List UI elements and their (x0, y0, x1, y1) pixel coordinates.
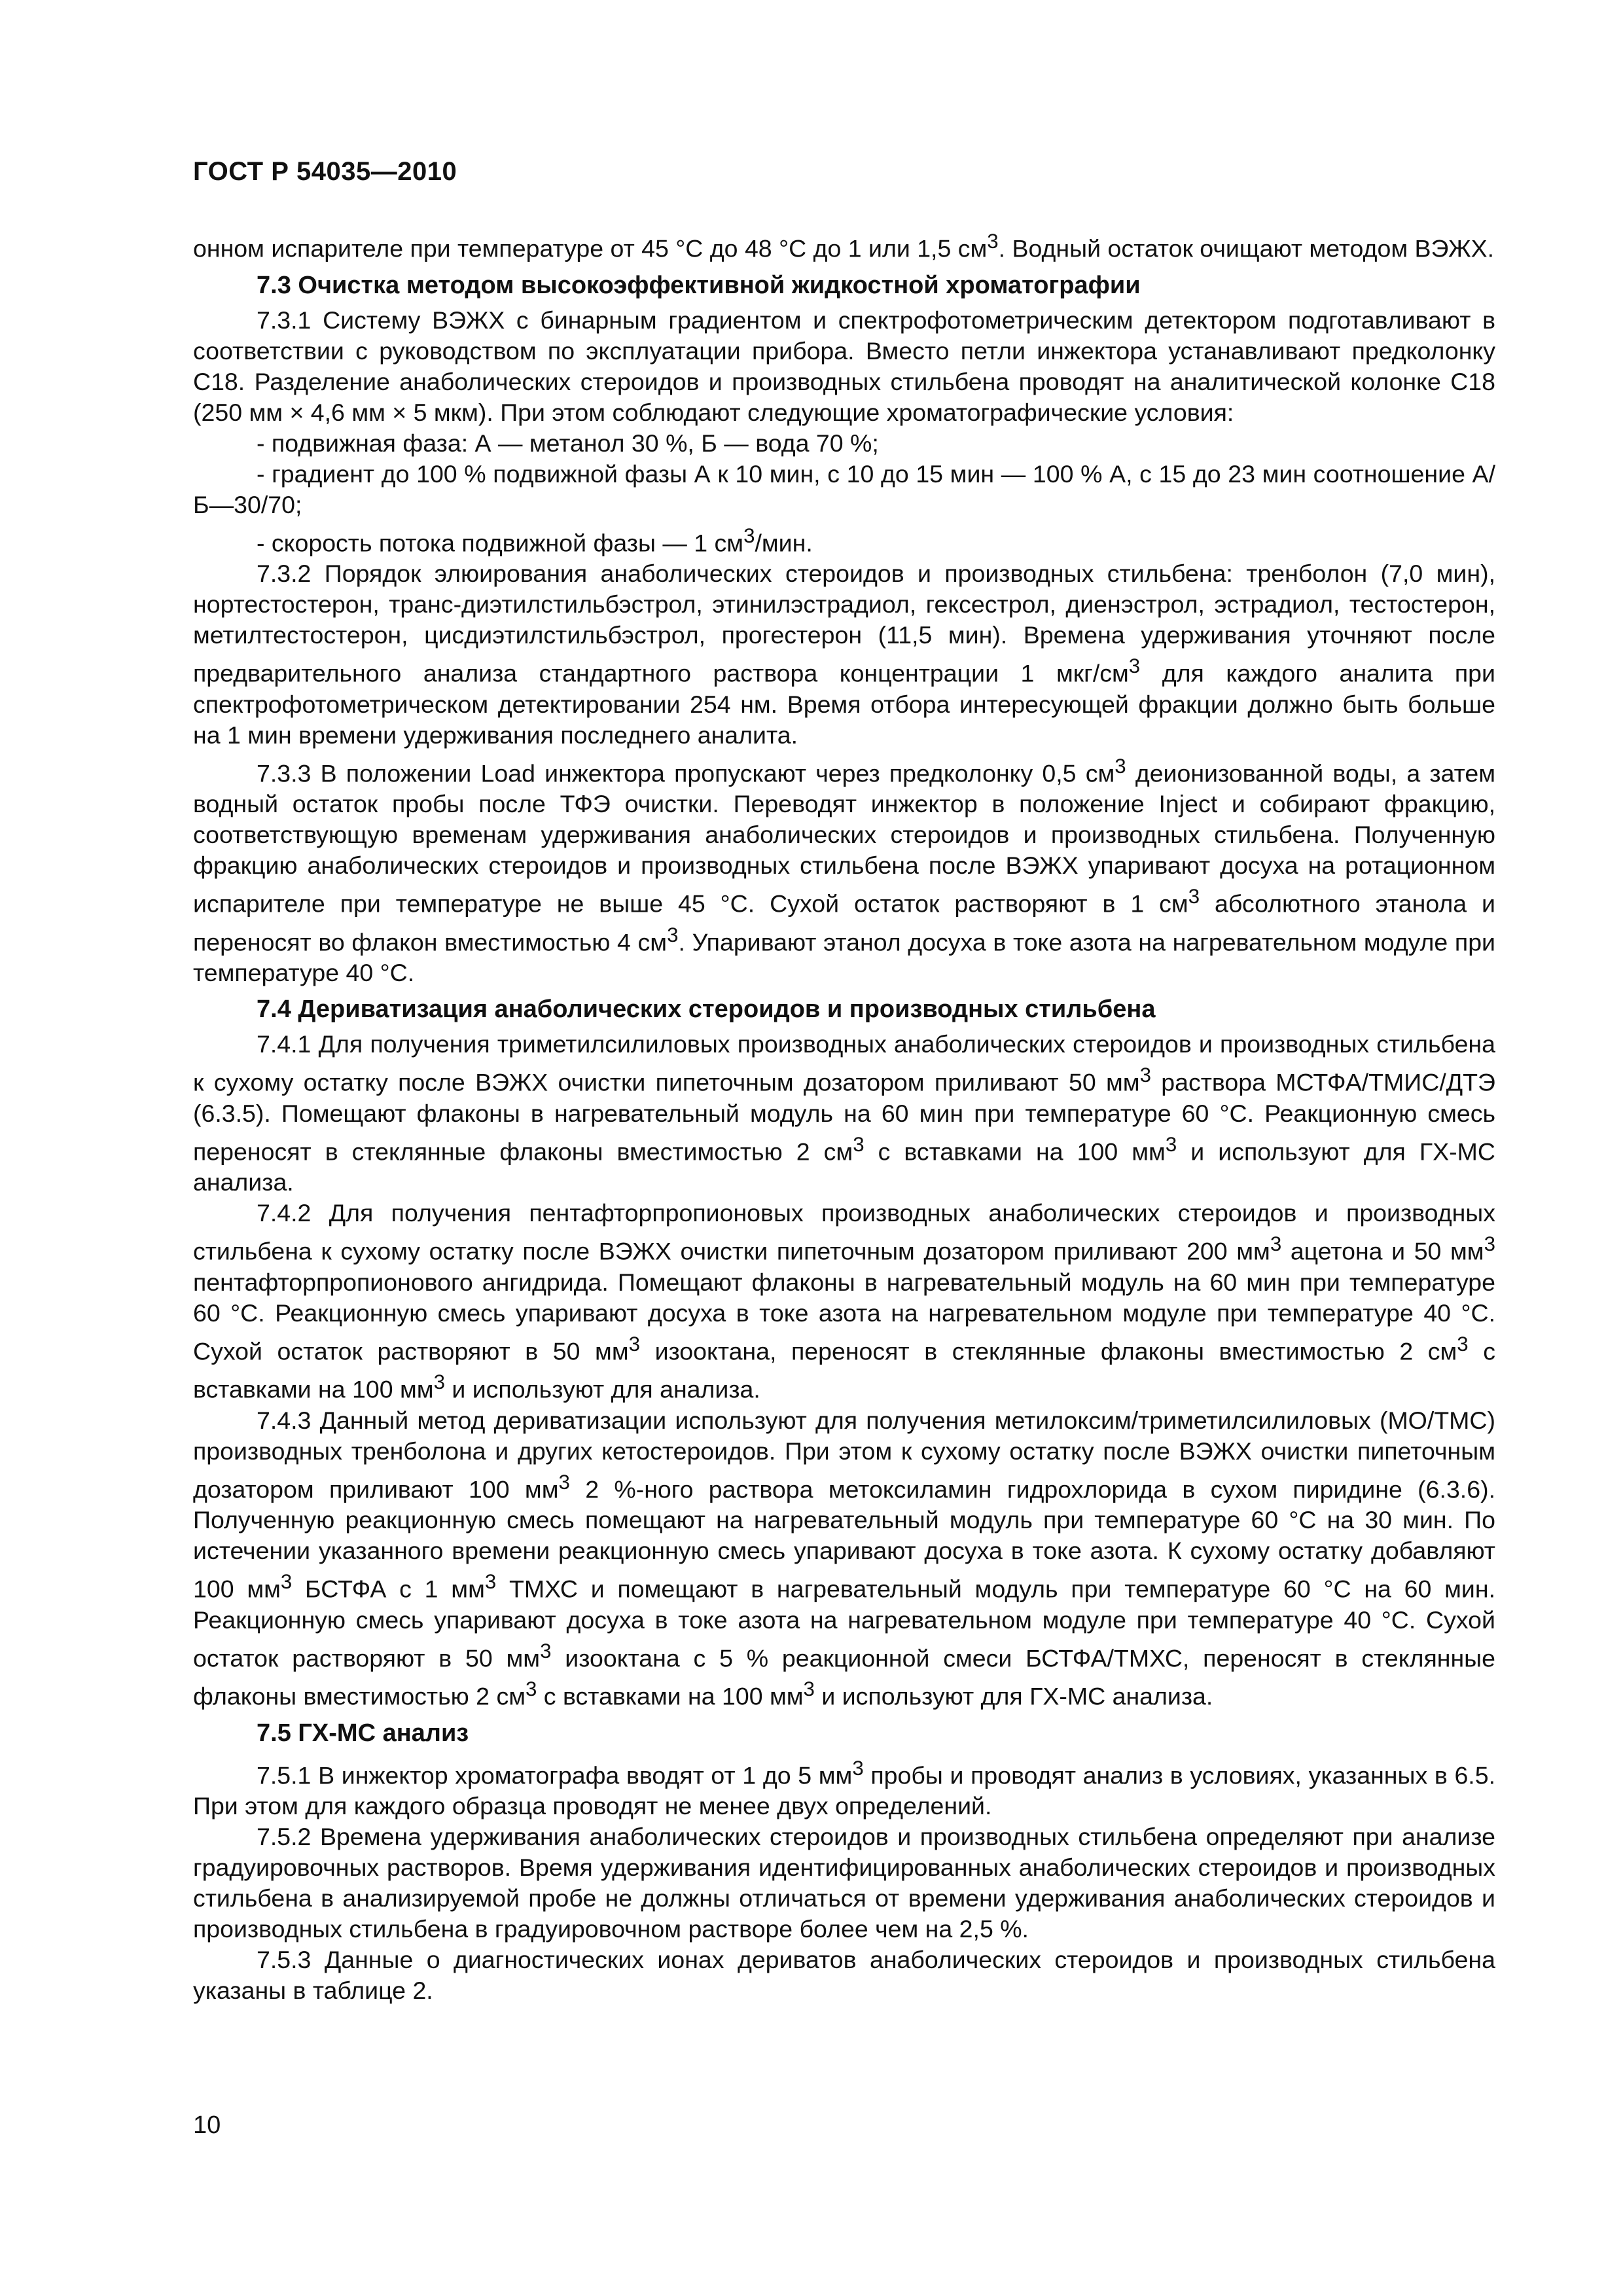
paragraph: 7.5.1 В инжектор хроматографа вводят от 1 до 5 $мм^3$ пробы и проводят анализ в условиях, указанных в 6.5. При этом для каждого образца проводят не менее двух определений. (193, 1756, 1495, 1820)
paragraph: 7.4.3 Данный метод дериватизации используют для получения метилоксим/триметилсилиловых (МО/ТМС) производных тренболона и других кетостероидов. При этом к сухому остатку после ВЭЖХ очистки пипеточным дозатором приливают 100 $мм^3$ 2 %-ного раствора метоксиламин гидрохлорида в сухом пиридине (6.3.6). Полученную реакционную смесь помещают на нагревательный модуль при температуре 60 °С на 30 мин. По истечении указанного времени реакционную смесь упаривают досуха в токе азота. К сухому остатку добавляют 100 $мм^3$ БСТФА с 1 $мм^3$ ТМХС и помещают в нагревательный модуль при температуре 60 °С на 60 мин. Реакционную смесь упаривают досуха в токе азота на нагревательном модуле при температуре 40 °С. Сухой остаток растворяют в 50 $мм^3$ изооктана с 5 % реакционной смеси БСТФА/ТМХС, переносят в стеклянные флаконы вместимостью 2 $см^3$ с вставками на 100 $мм^3$ и используют для ГХ-МС анализа. (193, 1406, 1495, 1710)
paragraph: 7.5.3 Данные о диагностических ионах дериватов анаболических стероидов и производных стильбена указаны в таблице 2. (193, 1946, 1495, 2004)
page-number: 10 (193, 2111, 221, 2139)
section-heading: 7.4 Дериватизация анаболических стероидов и производных стильбена (257, 996, 1156, 1023)
paragraph: 7.3.3 В положении Load инжектора пропускают через предколонку 0,5 $см^3$ деионизованной воды, а затем водный остаток пробы после ТФЭ очистки. Переводят инжектор в положение Inject и собирают фракцию, соответствующую временам удерживания анаболических стероидов и производных стильбена. Полученную фракцию анаболических стероидов и производных стильбена после ВЭЖХ упаривают досуха на ротационном испарителе при температуре не выше 45 °С. Сухой остаток растворяют в 1 $см^3$ абсолютного этанола и переносят во флакон вместимостью 4 $см^3$. Упаривают этанол досуха в токе азота на нагревательном модуле при температуре 40 °С. (193, 754, 1496, 986)
document-body (193, 226, 1495, 2006)
paragraph: 7.3.2 Порядок элюирования анаболических стероидов и производных стильбена: тренболон (7,0 мин), нортестостерон, транс-диэтилстильбэстрол, этинилэстрадиол, гексестрол, диенэстрол, эстрадиол, тестостерон, метилтестостерон, цисдиэтилстильбэстрол, прогестерон (11,5 мин). Времена удерживания уточняют после предварительного анализа стандартного раствора концентрации 1 мкг/$см^3$ для каждого аналита при спектрофотометрическом детектировании 254 нм. Время отбора интересующей фракции должно быть больше на 1 мин времени удерживания последнего аналита. (193, 560, 1495, 749)
paragraph: - скорость потока подвижной фазы — 1 $см^3$/мин. (257, 524, 813, 556)
document-header: ГОСТ Р 54035—2010 (193, 157, 457, 186)
section-heading: 7.3 Очистка методом высокоэффективной жидкостной хроматографии (257, 271, 1141, 299)
paragraph: 7.3.1 Систему ВЭЖХ с бинарным градиентом и спектрофотометрическим детектором подготавливают в соответствии с руководством по эксплуатации прибора. Вместо петли инжектора устанавливают предколонку С18. Разделение анаболических стероидов и производных стильбена проводят на аналитической колонке С18 (250 мм × 4,6 мм × 5 мкм). При этом соблюдают следующие хроматографические условия: (193, 306, 1495, 426)
paragraph: 7.4.1 Для получения триметилсилиловых производных анаболических стероидов и производных стильбена к сухому остатку после ВЭЖХ очистки пипеточным дозатором приливают 50 $мм^3$ раствора МСТФА/ТМИС/ДТЭ (6.3.5). Помещают флаконы в нагревательный модуль на 60 мин при температуре 60 °С. Реакционную смесь переносят в стеклянные флаконы вместимостью 2 $см^3$ с вставками на 100 $мм^3$ и используют для ГХ-МС анализа. (193, 1030, 1495, 1196)
paragraph: онном испарителе при температуре от 45 °С до 48 °С до 1 или 1,5 $см^3$. Водный остаток очищают методом ВЭЖХ. (193, 230, 1495, 262)
paragraph: - подвижная фаза: А — метанол 30 %, Б — вода 70 %; (257, 429, 879, 457)
paragraph: - градиент до 100 % подвижной фазы А к 10 мин, с 10 до 15 мин — 100 % А, с 15 до 23 мин соотношение А/Б—30/70; (193, 459, 1495, 518)
section-heading: 7.5 ГХ-МС анализ (257, 1719, 469, 1747)
paragraph: 7.5.2 Времена удерживания анаболических стероидов и производных стильбена определяют при анализе градуировочных растворов. Время удерживания идентифицированных анаболических стероидов и производных стильбена в анализируемой пробе не должны отличаться от времени удерживания анаболических стероидов и производных стильбена в градуировочном растворе более чем на 2,5 %. (193, 1823, 1495, 1943)
paragraph: 7.4.2 Для получения пентафторпропионовых производных анаболических стероидов и производных стильбена к сухому остатку после ВЭЖХ очистки пипеточным дозатором приливают 200 $мм^3$ ацетона и 50 $мм^3$ пентафторпропионового ангидрида. Помещают флаконы в нагревательный модуль на 60 мин при температуре 60 °С. Реакционную смесь упаривают досуха в токе азота на нагревательном модуле при температуре 40 °С. Сухой остаток растворяют в 50 $мм^3$ изооктана, переносят в стеклянные флаконы вместимостью 2 $см^3$ с вставками на 100 $мм^3$ и используют для анализа. (193, 1199, 1496, 1403)
